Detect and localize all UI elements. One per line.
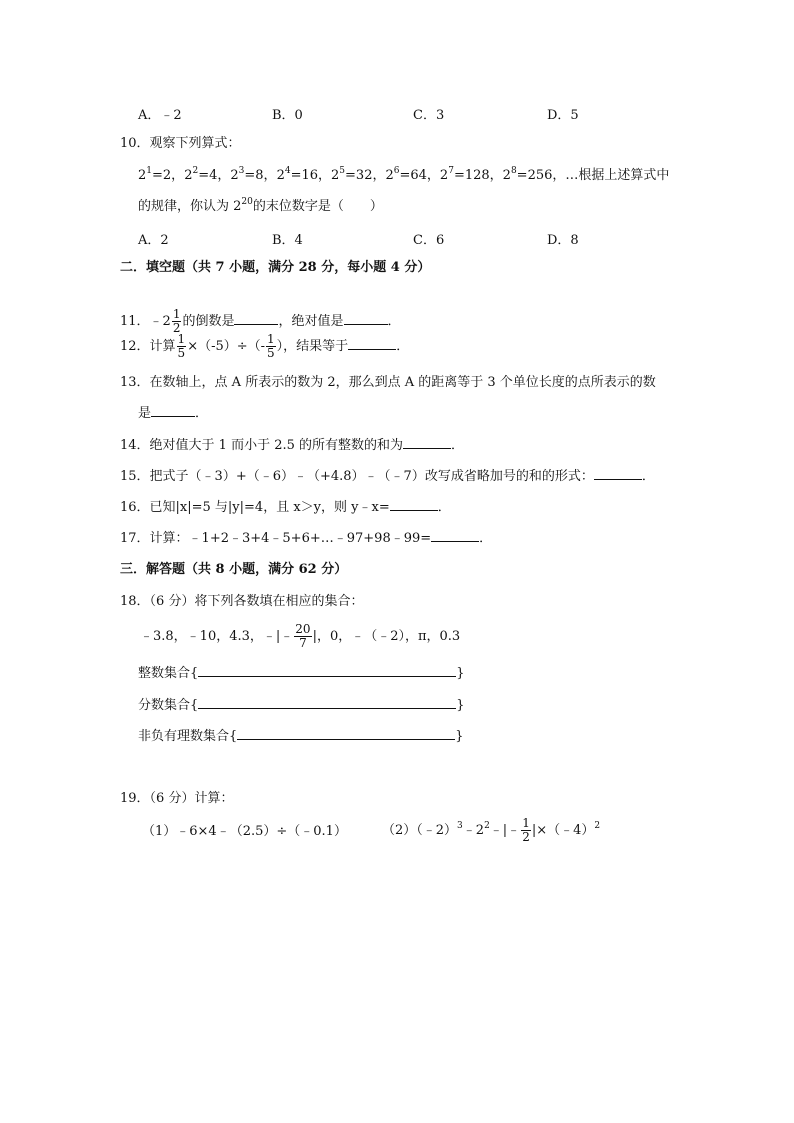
power-item: $2^5=32$， xyxy=(331,166,386,183)
q15: 15．把式子（﹣3）+（﹣6）﹣（+4.8）﹣（﹣7）改写成省略加号的和的形式： ． xyxy=(120,469,655,484)
q9-option-a: A．﹣2 xyxy=(138,108,182,123)
q10-option-c: C．6 xyxy=(413,233,445,248)
q19-part2: $(2)(﹣2)^3﹣2^2﹣|﹣$ $\frac{1}{2}$ |×（﹣4）$^2$ xyxy=(382,816,601,844)
q10-option-d: D．8 xyxy=(547,233,579,248)
q9-option-c: C．3 xyxy=(413,108,445,123)
answer-blank[interactable] xyxy=(431,529,479,542)
answer-blank[interactable] xyxy=(403,436,451,449)
answer-blank[interactable] xyxy=(151,404,195,417)
fraction: $\frac{1}{2}$ xyxy=(522,816,530,844)
answer-blank[interactable] xyxy=(234,312,278,325)
fraction-set-blank[interactable] xyxy=(198,696,456,709)
answer-blank[interactable] xyxy=(348,337,396,350)
integer-set-blank[interactable] xyxy=(198,664,456,677)
q16: 16．已知|x|=5 与|y|=4，且 x＞y，则 y﹣x= ． xyxy=(120,500,451,515)
fraction-set: 分数集合{ } xyxy=(138,698,465,713)
q9-option-d: D．5 xyxy=(547,108,579,123)
q13-line1: 13．在数轴上，点 A 所表示的数为 2，那么到点 A 的距离等于 3 个单位长度的点所表示的数 xyxy=(120,375,656,390)
nonnegative-set-blank[interactable] xyxy=(237,727,455,740)
q11: 11．﹣2 $\frac{1}{2}$ 的倒数是 ，绝对值是 ． xyxy=(120,307,401,335)
q10-option-b: B．4 xyxy=(272,233,303,248)
q17: 17．计算：﹣1+2﹣3+4﹣5+6+…﹣97+98﹣99= ． xyxy=(120,531,493,546)
q13-line2: 是 ． xyxy=(138,406,209,421)
power-item: $2^2=4$， xyxy=(184,166,231,183)
power-item: $2^3=8$， xyxy=(230,166,277,183)
fraction: $\frac{1}{5}$ xyxy=(177,332,186,360)
q19-stem: 19．（6 分）计算： xyxy=(120,791,234,806)
q10-powers-line: $2^1=2$，$2^2=4$，$2^3=8$，$2^4=16$，$2^5=32$，$2^6=64$，$2^7=128$，$2^8=256$，…根据上述算式中 xyxy=(138,166,670,183)
fraction: $\frac{1}{5}$ xyxy=(267,332,275,360)
section-3-heading: 三．解答题（共 8 小题，满分 62 分） xyxy=(120,562,348,577)
q10-question-line: 的规律，你认为 $2^{20}$的末位数字是（ ） xyxy=(138,197,383,214)
nonnegative-rational-set: 非负有理数集合{ } xyxy=(138,729,464,744)
answer-blank[interactable] xyxy=(390,498,438,511)
q14: 14．绝对值大于 1 而小于 2.5 的所有整数的和为 ． xyxy=(120,438,465,453)
q9-option-b: B．0 xyxy=(272,108,303,123)
fraction: $\frac{20}{7}$ xyxy=(295,622,311,650)
fraction: $\frac{1}{2}$ xyxy=(172,307,181,335)
power-item: $2^6=64$， xyxy=(385,166,440,183)
section-2-heading: 二．填空题（共 7 小题，满分 28 分，每小题 4 分） xyxy=(120,260,431,275)
q19-part1: （1）﹣6×4﹣（2.5）÷（﹣0.1） xyxy=(142,824,347,839)
answer-blank[interactable] xyxy=(594,467,642,480)
integer-set: 整数集合{ } xyxy=(138,666,465,681)
q10-stem: 10．观察下列算式： xyxy=(120,136,241,151)
q18-numbers: ﹣3.8，﹣10，4.3，﹣|﹣ $\frac{20}{7}$ |，0，﹣（﹣2），π，0.3 xyxy=(140,622,461,650)
power-item: $2^8=256$， xyxy=(502,166,566,183)
q12: 12．计算 $\frac{1}{5}$ ×（-5）÷（- $\frac{1}{5}$ ），结果等于 ． xyxy=(120,332,410,360)
q10-option-a: A．2 xyxy=(138,233,169,248)
power-item: $2^4=16$， xyxy=(276,166,332,183)
q18-stem: 18．（6 分）将下列各数填在相应的集合： xyxy=(120,594,364,609)
power-item: $2^7=128$， xyxy=(439,166,503,183)
power-item: $2^1=2$， xyxy=(138,166,185,183)
answer-blank[interactable] xyxy=(344,312,388,325)
